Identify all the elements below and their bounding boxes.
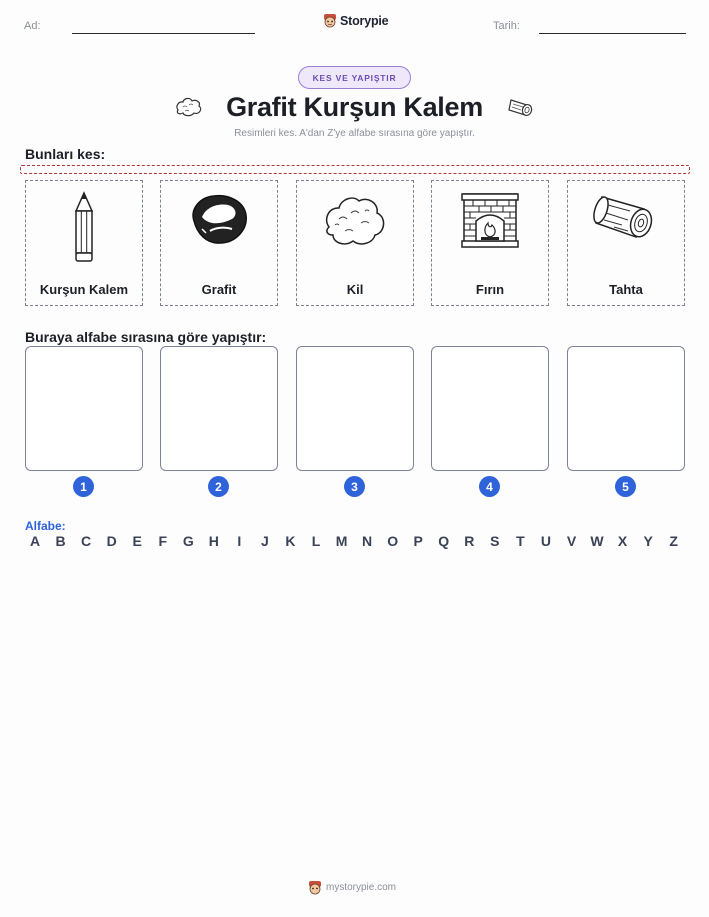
- log-deco-icon: [505, 95, 535, 119]
- storypie-mascot-icon: [308, 880, 322, 895]
- cut-section-label: Bunları kes:: [25, 146, 106, 162]
- brand-logo: [323, 13, 388, 28]
- alphabet-letter: B: [55, 533, 66, 549]
- card-label: Kurşun Kalem: [39, 282, 129, 297]
- paste-slot-5[interactable]: [567, 346, 685, 471]
- cut-card-graphite[interactable]: [160, 180, 278, 306]
- alphabet-letter: R: [464, 533, 475, 549]
- alphabet-letter: U: [540, 533, 551, 549]
- alphabet-letter: W: [590, 533, 604, 549]
- graphite-rock-icon: [188, 191, 250, 247]
- alphabet-letter: I: [237, 533, 242, 549]
- slot-number-1: 1: [73, 476, 94, 497]
- alphabet-letter: D: [106, 533, 117, 549]
- footer-url[interactable]: mystorypie.com: [326, 882, 397, 893]
- fireplace-icon: [461, 191, 519, 249]
- alphabet-letter: J: [261, 533, 269, 549]
- alphabet-letter: V: [566, 533, 577, 549]
- cut-card-log[interactable]: [567, 180, 685, 306]
- alphabet-letter: H: [208, 533, 219, 549]
- alphabet-letter: P: [413, 533, 423, 549]
- footer: [308, 880, 396, 895]
- alphabet-letter: A: [29, 533, 41, 549]
- alphabet-label: Alfabe:: [25, 519, 66, 533]
- instructions: Resimleri kes. A'dan Z'ye alfabe sırasına göre yapıştır.: [234, 128, 475, 139]
- clay-icon: [321, 191, 389, 249]
- alphabet-letter: Y: [643, 533, 653, 549]
- alphabet-letter: F: [158, 533, 168, 549]
- alphabet-letter: O: [387, 533, 399, 549]
- alphabet-letter: K: [285, 533, 296, 549]
- alphabet-letter: X: [617, 533, 628, 549]
- slot-number-3: 3: [344, 476, 365, 497]
- slot-number-4: 4: [479, 476, 500, 497]
- brand-name: Storypie: [340, 13, 389, 28]
- slot-number-5: 5: [615, 476, 636, 497]
- page-title: Grafit Kurşun Kalem: [226, 92, 483, 122]
- activity-badge: KES VE YAPIŞTIR: [298, 66, 411, 89]
- alphabet-letter: T: [516, 533, 525, 549]
- paste-slot-1[interactable]: [25, 346, 143, 471]
- card-label: Tahta: [609, 282, 643, 297]
- paste-slot-3[interactable]: [296, 346, 414, 471]
- cut-card-pencil[interactable]: [25, 180, 143, 306]
- cut-line: [20, 165, 690, 174]
- paste-slot-2[interactable]: [160, 346, 278, 471]
- alphabet-row: [25, 533, 684, 549]
- alphabet-letter: L: [311, 533, 321, 549]
- alphabet-letter: E: [132, 533, 142, 549]
- alphabet-letter: S: [490, 533, 500, 549]
- card-label: Kil: [346, 282, 364, 297]
- pencil-icon: [67, 191, 101, 263]
- alphabet-letter: Z: [669, 533, 678, 549]
- alphabet-letter: Q: [438, 533, 450, 549]
- name-line: [72, 33, 255, 34]
- slot-number-2: 2: [208, 476, 229, 497]
- alphabet-letter: C: [81, 533, 92, 549]
- name-label: Ad:: [24, 20, 41, 32]
- cut-card-fireplace[interactable]: [431, 180, 549, 306]
- log-icon: [592, 189, 660, 247]
- paste-slot-4[interactable]: [431, 346, 549, 471]
- cut-card-clay[interactable]: [296, 180, 414, 306]
- alphabet-letter: N: [362, 533, 373, 549]
- date-label: Tarih:: [493, 20, 520, 32]
- alphabet-letter: M: [335, 533, 348, 549]
- date-line: [539, 33, 686, 34]
- alphabet-letter: G: [182, 533, 194, 549]
- card-label: Fırın: [475, 282, 505, 297]
- paste-section-label: Buraya alfabe sırasına göre yapıştır:: [25, 329, 267, 345]
- storypie-mascot-icon: [323, 13, 337, 28]
- card-label: Grafit: [201, 282, 237, 297]
